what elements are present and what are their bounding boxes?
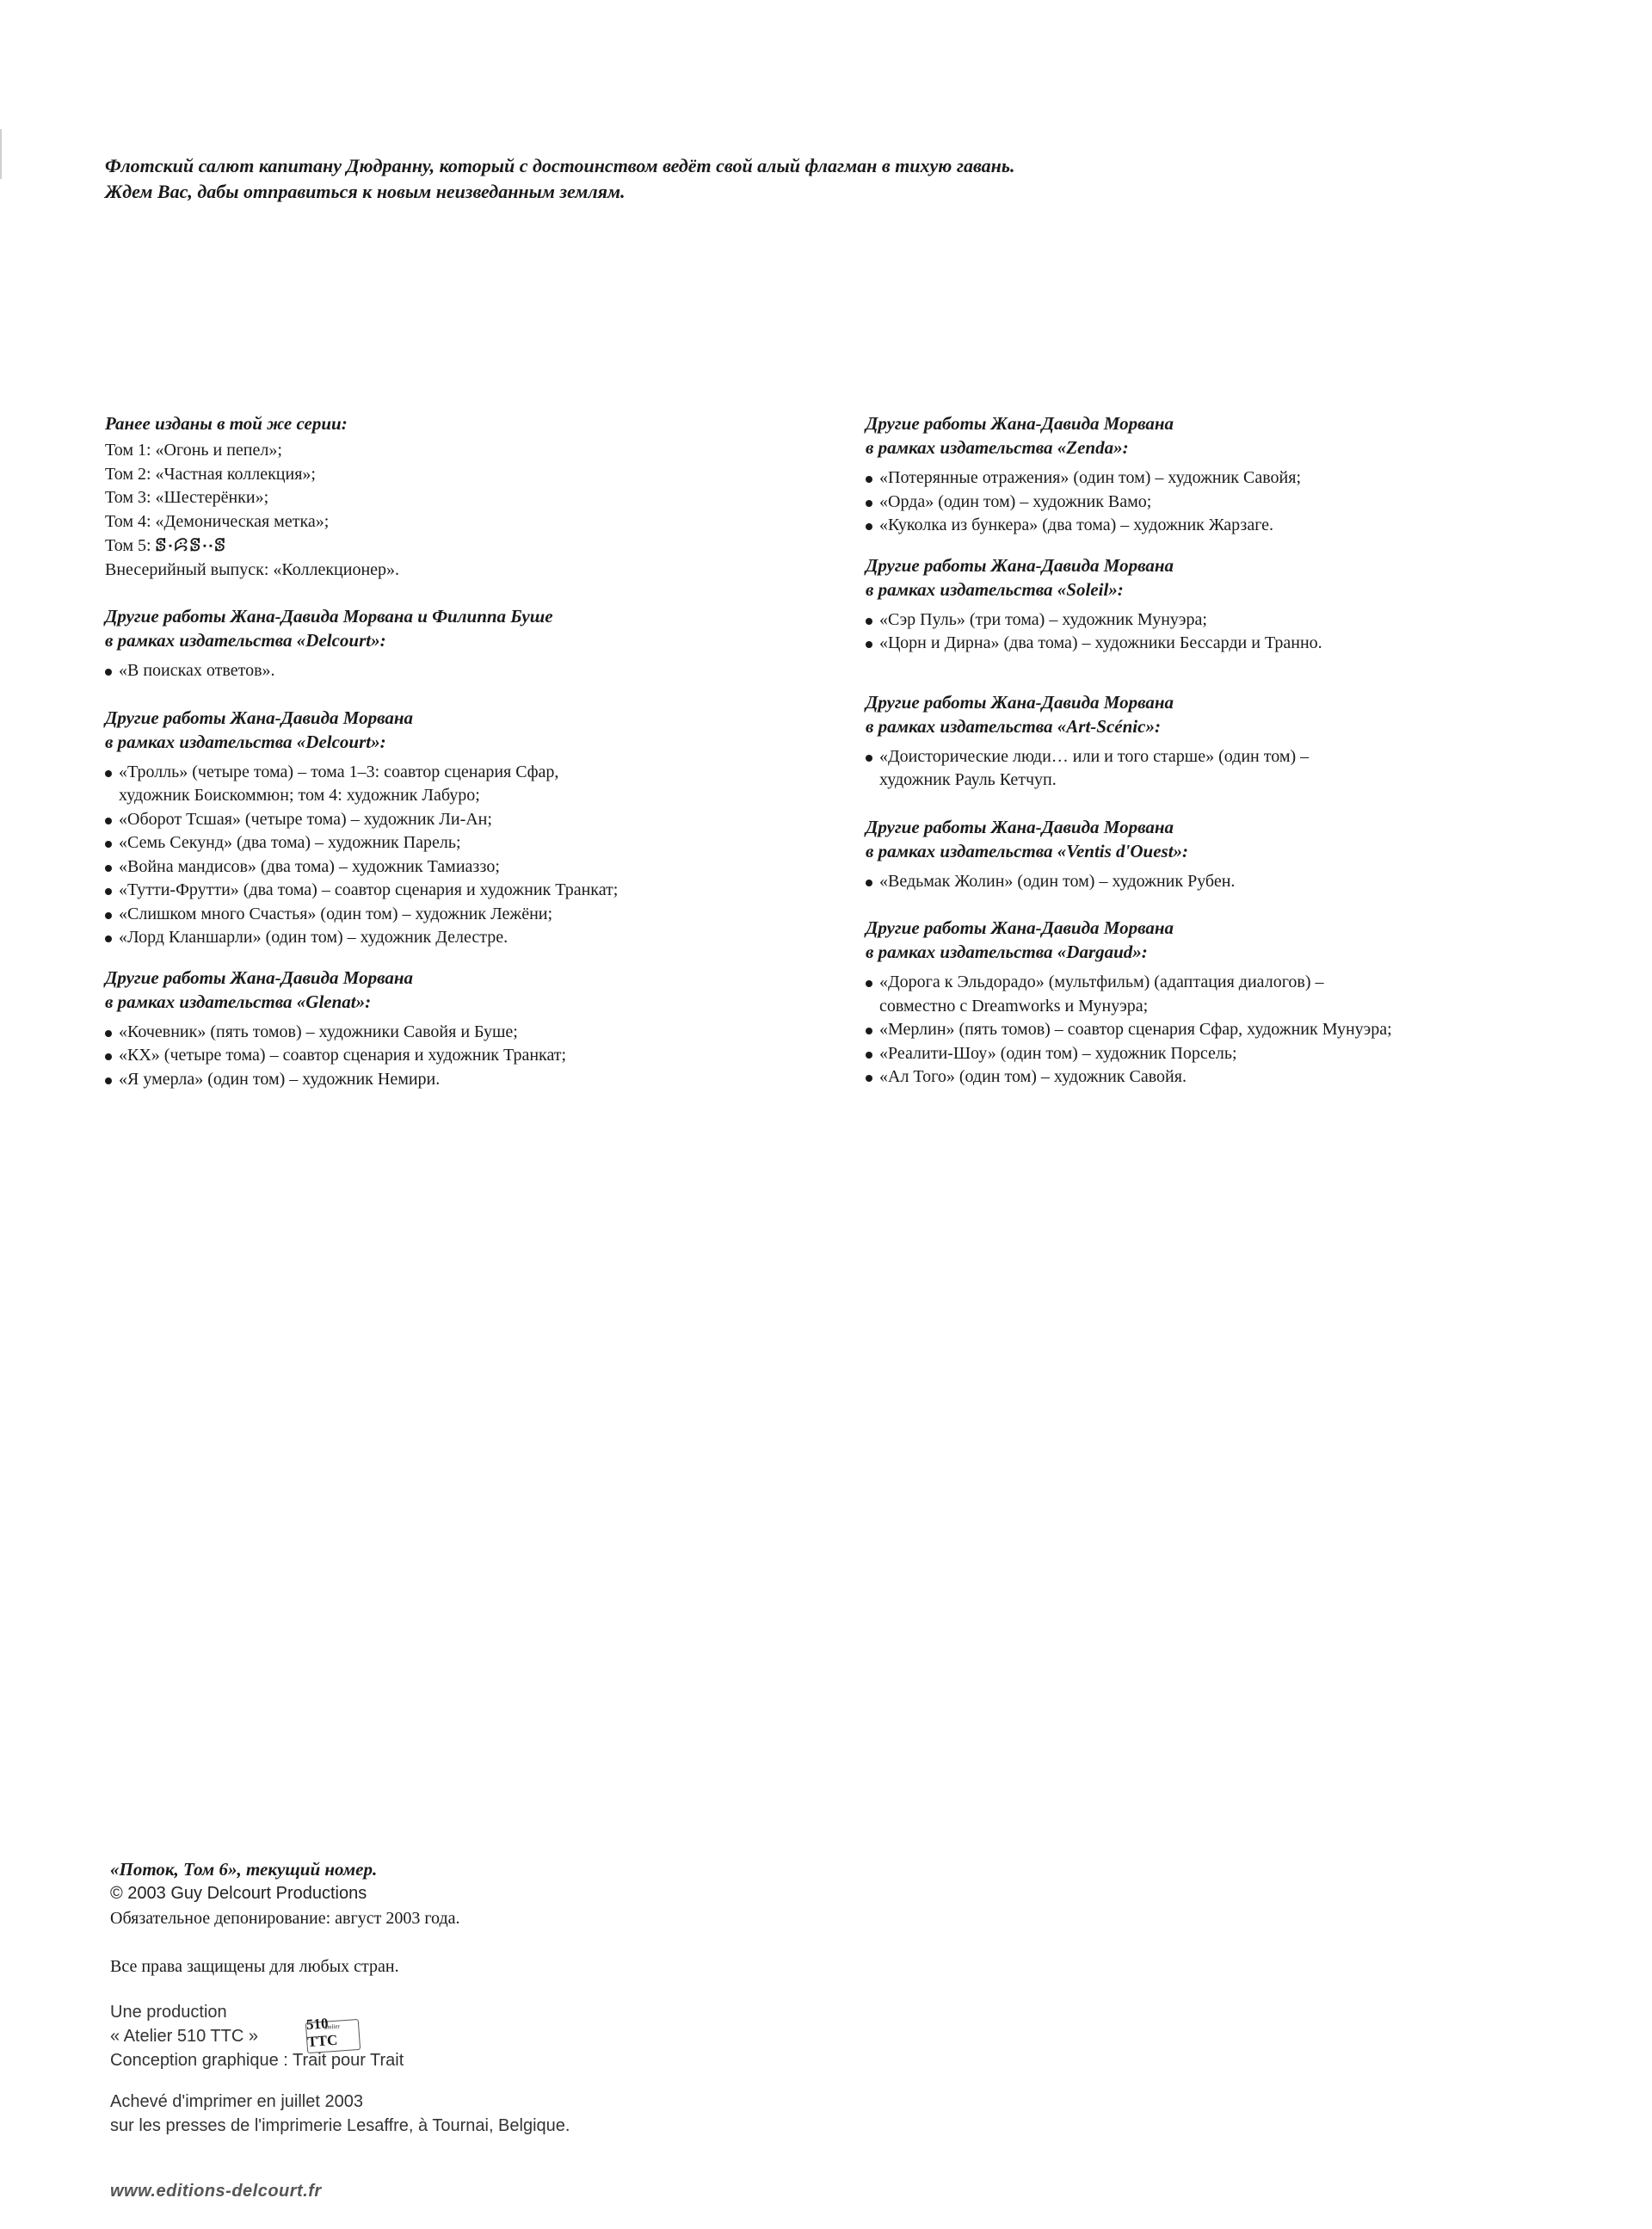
section-title <box>105 966 862 1014</box>
bullet-icon <box>105 912 112 919</box>
list-item <box>866 608 1606 633</box>
series-list <box>105 439 862 582</box>
section-title <box>866 916 1606 964</box>
list-item-text: «Оборот Тсшая» (четыре тома) – художник Ли-Ан; <box>119 809 492 829</box>
list-item <box>105 831 862 855</box>
dargaud-section <box>866 916 1606 1090</box>
list-item <box>866 1042 1606 1066</box>
section-title-line: в рамках издательства «Zenda»: <box>866 437 1129 458</box>
bullet-icon <box>866 1052 872 1059</box>
section-title-line: в рамках издательства «Glenat»: <box>105 991 372 1012</box>
bullet-icon <box>105 818 112 824</box>
works-list <box>105 1021 862 1092</box>
bullet-icon <box>866 500 872 507</box>
list-item <box>105 1068 862 1092</box>
section-title-line: Другие работы Жана-Давида Морвана <box>866 816 1174 837</box>
stamp-small-text: atelier <box>324 2022 341 2031</box>
works-list <box>105 761 862 950</box>
works-list <box>866 466 1606 538</box>
list-item-text: «Куколка из бункера» (два тома) – художник Жарзаге. <box>879 516 1274 534</box>
section-title-line: Другие работы Жана-Давида Морвана <box>866 413 1174 434</box>
series-item: Том 3: «Шестерёнки»; <box>105 488 269 507</box>
list-item <box>105 879 862 903</box>
list-item-text: «Реалити-Шоу» (один том) – художник Порсель; <box>879 1043 1237 1063</box>
soleil-section <box>866 553 1606 656</box>
list-item-text: «Тролль» (четыре тома) – тома 1–3: соавтор сценария Сфар, <box>119 762 559 781</box>
series-item: Том 2: «Частная коллекция»; <box>105 464 316 484</box>
dedication-line: Ждем Вас, дабы отправиться к новым неизведанным землям. <box>105 181 626 202</box>
stamp-text: 510 TTC <box>305 2015 338 2051</box>
works-list <box>866 608 1606 656</box>
list-item <box>866 632 1606 656</box>
section-title-line: в рамках издательства «Dargaud»: <box>866 942 1148 962</box>
production-label: Une production <box>110 2003 227 2022</box>
works-list <box>866 971 1606 1090</box>
list-item-text: «КХ» (четыре тома) – соавтор сценария и художник Транкат; <box>119 1046 567 1065</box>
artscenic-section <box>866 690 1606 793</box>
section-title <box>866 553 1606 602</box>
bullet-icon <box>866 755 872 762</box>
delcourt-section <box>105 706 862 950</box>
list-item <box>105 1021 862 1045</box>
section-title-line: в рамках издательства «Art-Scénic»: <box>866 715 1161 737</box>
list-item-text: «В поисках ответов». <box>119 661 275 680</box>
bullet-icon <box>105 841 112 848</box>
bullet-icon <box>105 1053 112 1060</box>
list-item-text: «Я умерла» (один том) – художник Немири. <box>119 1069 441 1089</box>
delcourt-boucher-section <box>105 604 862 683</box>
works-list <box>866 870 1606 894</box>
copyright: © 2003 Guy Delcourt Productions <box>110 1884 367 1903</box>
list-item-text: художник Боискоммюн; том 4: художник Лабуро; <box>119 786 480 805</box>
series-item-vol5-label: Том 5: <box>105 536 156 555</box>
list-item-text: «Потерянные отражения» (один том) – художник Савойя; <box>879 468 1302 487</box>
legal-deposit: Обязательное депонирование: август 2003 года. <box>110 1909 460 1928</box>
list-item <box>866 466 1606 491</box>
bullet-icon <box>105 888 112 895</box>
list-item-text: «Тутти-Фрутти» (два тома) – соавтор сценария и художник Транкат; <box>119 880 619 899</box>
bullet-icon <box>866 641 872 648</box>
works-list <box>105 659 862 683</box>
list-item <box>866 1018 1606 1042</box>
series-title: Ранее изданы в той же серии: <box>105 413 348 434</box>
list-item-text: «Сэр Пуль» (три тома) – художник Мунуэра; <box>879 609 1207 629</box>
imprint-title: «Поток, Том 6», текущий номер. <box>110 1859 378 1880</box>
list-item-text: «Цорн и Дирна» (два тома) – художники Бессарди и Транно. <box>879 633 1322 652</box>
rights-notice: Все права защищены для любых стран. <box>110 1957 399 1976</box>
list-item <box>105 855 862 880</box>
bullet-icon <box>866 1075 872 1082</box>
atelier-stamp-logo <box>305 2015 361 2053</box>
atelier-name: « Atelier 510 TTC » <box>110 2027 258 2046</box>
bullet-icon <box>866 980 872 987</box>
list-item <box>105 659 862 683</box>
glenat-section <box>105 966 862 1092</box>
section-title <box>866 411 1606 460</box>
bullet-icon <box>105 1077 112 1084</box>
website-link[interactable]: www.editions-delcourt.fr <box>110 2182 322 2201</box>
section-title-line: Другие работы Жана-Давида Морвана и Филиппа Буше <box>105 606 553 627</box>
section-title-line: Другие работы Жана-Давида Морвана <box>866 554 1174 576</box>
list-item <box>866 745 1606 793</box>
list-item-text: «Ведьмак Жолин» (один том) – художник Рубен. <box>879 871 1236 891</box>
list-item-text: «Лорд Кланшарли» (один том) – художник Делестре. <box>119 928 509 947</box>
bullet-icon <box>866 476 872 483</box>
list-item-text: «Доисторические люди… или и того старше» (один том) – <box>879 746 1310 766</box>
graphic-design: Conception graphique : Trait pour Trait <box>110 2051 404 2070</box>
list-item <box>866 870 1606 894</box>
dedication <box>105 153 1310 205</box>
section-title <box>866 690 1606 738</box>
zenda-section <box>866 411 1606 538</box>
series-item: Внесерийный выпуск: «Коллекционер». <box>105 559 400 579</box>
ventis-section <box>866 815 1606 894</box>
series-section <box>105 411 862 582</box>
printed-date: Achevé d'imprimer en juillet 2003 <box>110 2092 363 2111</box>
list-item <box>105 926 862 950</box>
list-item-text: «Слишком много Счастья» (один том) – художник Лежёни; <box>119 904 553 923</box>
imprint-block <box>110 1857 885 2138</box>
list-item <box>105 903 862 927</box>
bullet-icon <box>105 669 112 676</box>
section-title-line: Другие работы Жана-Давида Морвана <box>105 966 414 988</box>
section-title-line: в рамках издательства «Delcourt»: <box>105 630 386 651</box>
series-item: Том 4: «Демоническая метка»; <box>105 511 330 531</box>
left-column <box>105 411 862 1107</box>
page-edge-mark <box>0 129 2 179</box>
bullet-icon <box>105 1030 112 1037</box>
series-item: Том 1: «Огонь и пепел»; <box>105 441 282 460</box>
list-item-text: «Семь Секунд» (два тома) – художник Парель; <box>119 833 461 852</box>
bullet-icon <box>105 865 112 872</box>
bullet-icon <box>866 1028 872 1034</box>
list-item <box>105 761 862 808</box>
works-list <box>866 745 1606 793</box>
section-title-line: Другие работы Жана-Давида Морвана <box>866 691 1174 713</box>
list-item-text: «Дорога к Эльдорадо» (мультфильм) (адаптация диалогов) – <box>879 972 1324 991</box>
dedication-line: Флотский салют капитану Дюдранну, который с достоинством ведёт свой алый флагман в тихую гавань. <box>105 155 1015 176</box>
section-title <box>105 604 862 652</box>
list-item <box>105 1044 862 1068</box>
list-item-text: «Мерлин» (пять томов) – соавтор сценария Сфар, художник Мунуэра; <box>879 1020 1392 1039</box>
list-item <box>866 491 1606 515</box>
right-column <box>866 411 1606 1105</box>
list-item-text: «Кочевник» (пять томов) – художники Савойя и Буше; <box>119 1022 518 1041</box>
bullet-icon <box>866 880 872 886</box>
list-item-text: «Война мандисов» (два тома) – художник Тамиаззо; <box>119 856 500 876</box>
section-title-line: Другие работы Жана-Давида Морвана <box>105 707 414 728</box>
bullet-icon <box>105 770 112 777</box>
section-title-line: в рамках издательства «Ventis d'Ouest»: <box>866 840 1189 861</box>
list-item <box>866 514 1606 538</box>
list-item-text: художник Рауль Кетчуп. <box>879 770 1057 789</box>
list-item-text: совместно с Dreamworks и Мунуэра; <box>879 996 1149 1016</box>
section-title <box>866 815 1606 863</box>
bullet-icon <box>866 618 872 625</box>
vol5-glyph-title: ꕷ⸱ꕸꕷ⸱⸱ꕷ <box>155 534 227 555</box>
list-item <box>105 808 862 832</box>
printer-location: sur les presses de l'imprimerie Lesaffre, à Tournai, Belgique. <box>110 2116 570 2135</box>
section-title <box>105 706 862 754</box>
list-item-text: «Ал Того» (один том) – художник Савойя. <box>879 1067 1187 1086</box>
series-item-vol5 <box>105 534 862 559</box>
list-item <box>866 971 1606 1018</box>
section-title-line: в рамках издательства «Soleil»: <box>866 578 1124 600</box>
section-title-line: в рамках издательства «Delcourt»: <box>105 731 386 752</box>
list-item-text: «Орда» (один том) – художник Вамо; <box>879 491 1152 511</box>
section-title-line: Другие работы Жана-Давида Морвана <box>866 917 1174 938</box>
bullet-icon <box>866 523 872 530</box>
list-item <box>866 1065 1606 1090</box>
bullet-icon <box>105 935 112 942</box>
